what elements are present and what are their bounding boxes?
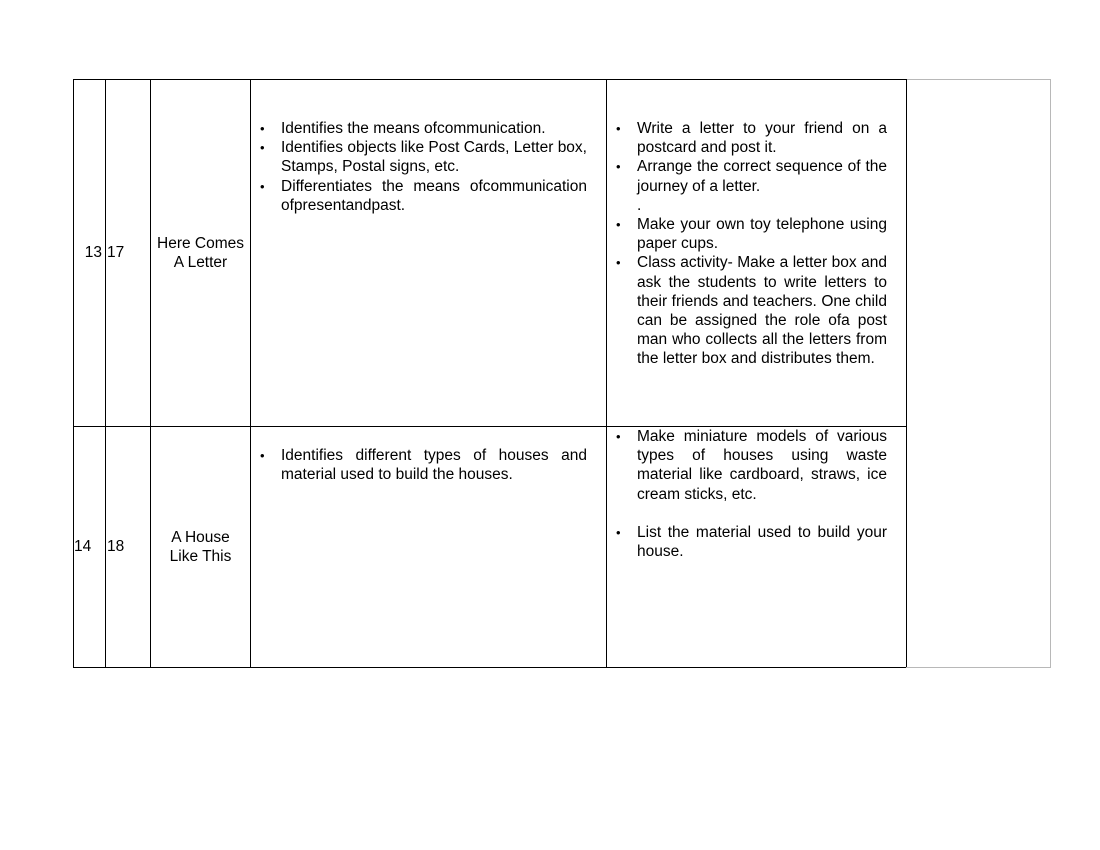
- activities-cell: [607, 427, 907, 668]
- chapter-title-text: Here Comes A Letter: [157, 234, 244, 271]
- syllabus-table: [73, 79, 1051, 668]
- chapter-number: 18: [106, 427, 151, 668]
- empty-cell: [907, 80, 1051, 668]
- serial-number: 13: [74, 80, 106, 427]
- list-item: • Identifies objects like Post Cards, Letter box, Stamps, Postal signs, etc.: [251, 138, 587, 176]
- list-item: • Arrange the correct sequence of the journey of a letter.: [607, 157, 887, 195]
- serial-number: 14: [74, 427, 106, 668]
- chapter-title: [151, 80, 251, 427]
- chapter-title-text: A House Like This: [169, 528, 232, 565]
- list-item: • Identifies the means ofcommunication.: [251, 119, 587, 138]
- list-item: • Class activity- Make a letter box and ask the students to write letters to their friends and teachers. One child can be assigned the role ofa post man who collects all the letters from the letter box and distributes them.: [607, 253, 887, 368]
- activities-list: [607, 427, 906, 561]
- list-item: • List the material used to build your house.: [607, 523, 887, 561]
- learning-outcomes-cell: [251, 80, 607, 427]
- list-item: • Make your own toy telephone using paper cups.: [607, 215, 887, 253]
- list-item: • Make miniature models of various types of houses using waste material like cardboard, straws, ice cream sticks, etc.: [607, 427, 887, 504]
- learning-outcomes-cell: [251, 427, 607, 668]
- table-row: [74, 427, 1051, 668]
- chapter-number: 17: [106, 80, 151, 427]
- activities-cell: [607, 80, 907, 427]
- activities-list: [607, 119, 906, 369]
- list-item: • Write a letter to your friend on a postcard and post it.: [607, 119, 887, 157]
- list-item: .: [637, 196, 642, 214]
- learning-outcomes-list: [251, 119, 606, 215]
- table-row: [74, 80, 1051, 427]
- list-item: • Identifies different types of houses and material used to build the houses.: [251, 446, 587, 484]
- list-spacer: [607, 504, 887, 523]
- chapter-title: [151, 427, 251, 668]
- list-item: • Differentiates the means ofcommunication ofpresentandpast.: [251, 177, 587, 215]
- learning-outcomes-list: [251, 446, 606, 484]
